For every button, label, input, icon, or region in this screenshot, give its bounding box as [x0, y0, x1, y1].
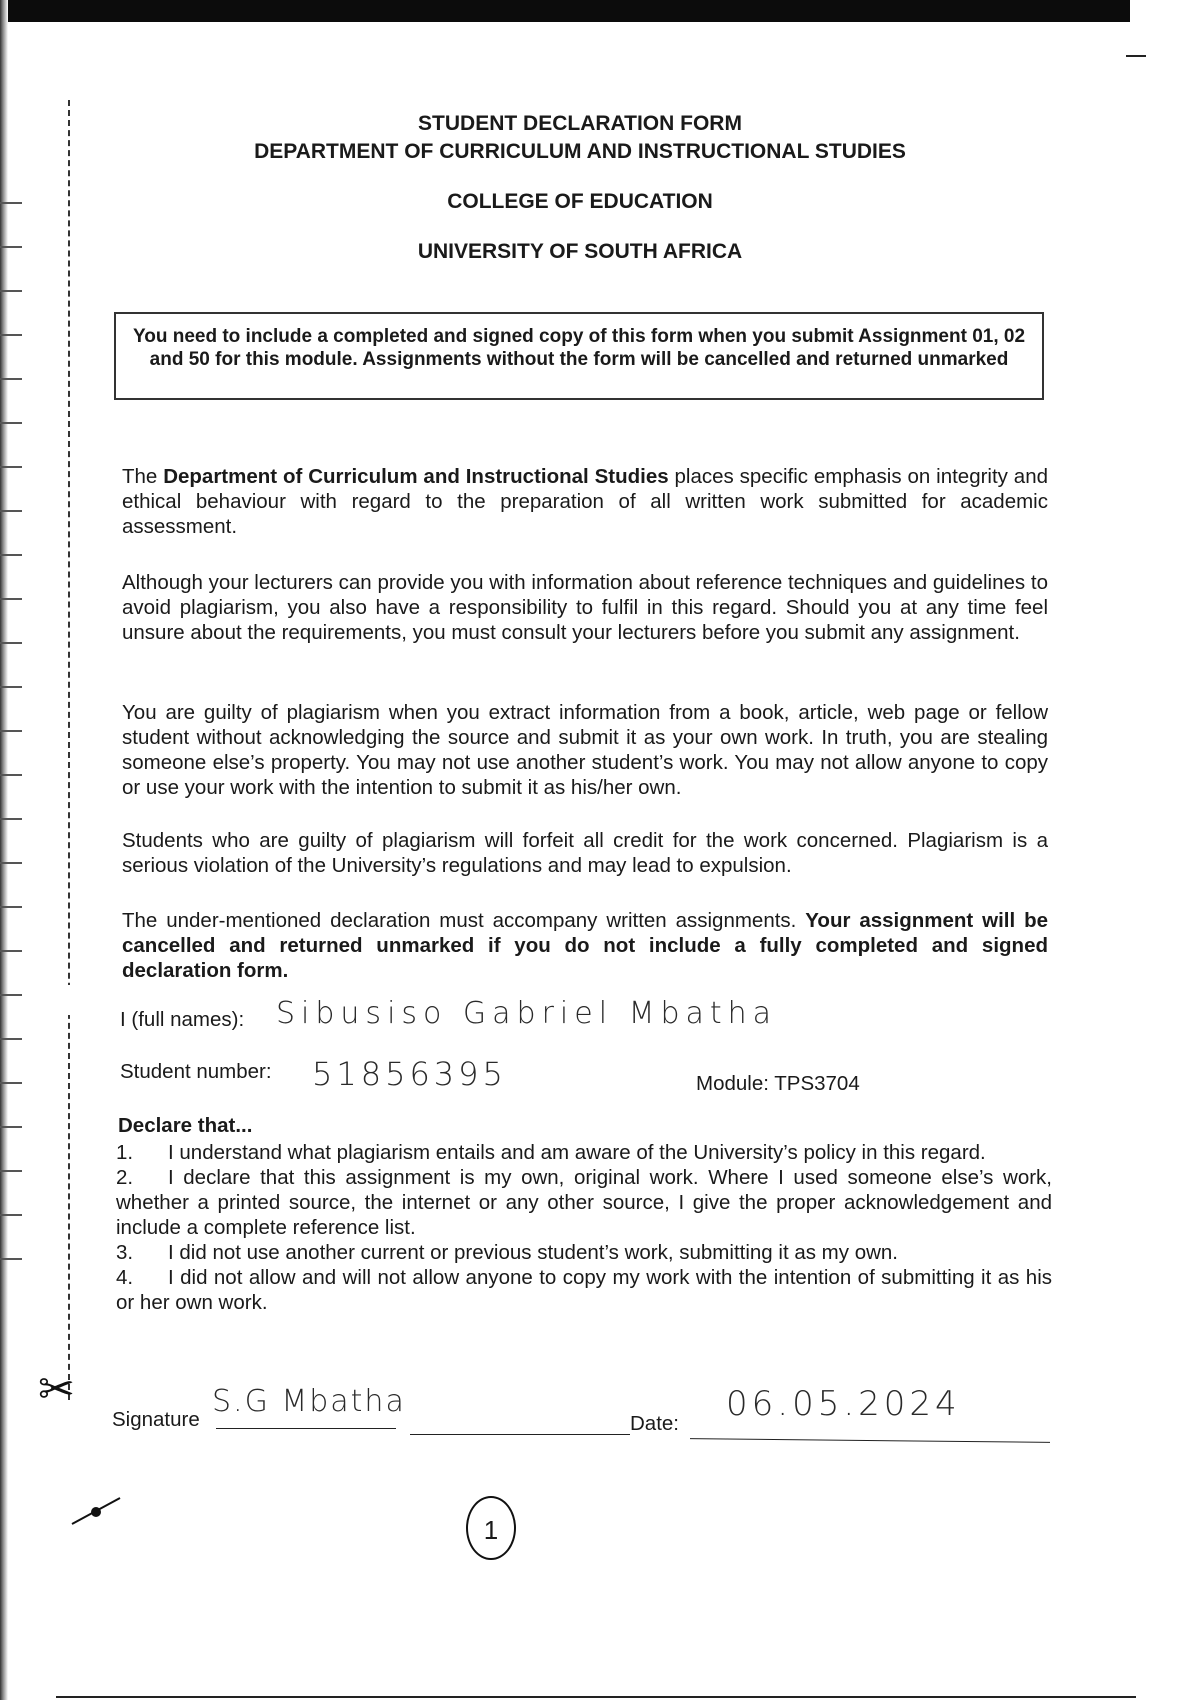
pen-mark-icon	[70, 1496, 122, 1526]
signature-field[interactable]: S.G Mbatha	[212, 1384, 406, 1419]
university-name: UNIVERSITY OF SOUTH AFRICA	[417, 240, 743, 263]
student-number-field[interactable]: 51856395	[312, 1055, 507, 1093]
notice-box: You need to include a completed and signed copy of this form when you submit Assignment 01, 02 and 50 for this module. Assignments without the form will be cancelled and returned unmarked	[114, 312, 1044, 400]
form-header	[230, 112, 930, 264]
date-line	[690, 1438, 1050, 1443]
declaration-item: 1. I understand what plagiarism entails and am aware of the University’s policy in this regard.	[116, 1141, 986, 1164]
declaration-item: 4. I did not allow and will not allow anyone to copy my work with the intention of submitting it as his or her own work.	[116, 1266, 1052, 1314]
paragraph-requirement: The under-mentioned declaration must accompany written assignments. Your assignment will be cancelled and returned unmarked if you do not include a fully completed and signed declaration form.	[122, 909, 1048, 982]
student-number-label: Student number:	[120, 1060, 272, 1083]
form-title: STUDENT DECLARATION FORM	[418, 112, 742, 135]
declaration-item: 3. I did not use another current or previous student’s work, submitting it as my own.	[116, 1241, 899, 1264]
college-name: COLLEGE OF EDUCATION	[447, 190, 713, 213]
declaration-list	[116, 1140, 1052, 1315]
cut-line	[68, 100, 70, 1400]
paragraph-consequences: Students who are guilty of plagiarism will forfeit all credit for the work concerned. Plagiarism is a serious violation of the University’s regulations and may lead to expulsion.	[122, 829, 1048, 877]
paragraph-integrity: The Department of Curriculum and Instructional Studies places specific emphasis on integrity and ethical behaviour with regard to the preparation of all written work submitted for academic assessment.	[122, 465, 1048, 538]
scan-mark	[1126, 55, 1146, 57]
scan-top-edge	[0, 0, 1130, 22]
signature-line	[410, 1434, 630, 1435]
module-label: Module: TPS3704	[696, 1072, 860, 1095]
department-name: DEPARTMENT OF CURRICULUM AND INSTRUCTIONAL STUDIES	[254, 140, 906, 163]
declaration-title: Declare that...	[118, 1114, 253, 1137]
scan-bottom-edge	[56, 1696, 1136, 1698]
scissors-icon: ✂	[38, 1364, 75, 1415]
margin-ticks	[0, 160, 22, 1260]
signature-line	[216, 1428, 396, 1429]
date-field[interactable]: 06.05.2024	[726, 1384, 961, 1424]
paragraph-responsibility: Although your lecturers can provide you with information about reference techniques and guidelines to avoid plagiarism, you also have a responsibility to fulfil in this regard. Should you at any time feel unsure about the requirements, you must consult your lecturers before you submit any assignment.	[122, 571, 1048, 644]
fullname-label: I (full names):	[120, 1008, 245, 1031]
date-label: Date:	[630, 1412, 679, 1435]
fullname-field[interactable]: Sibusiso Gabriel Mbatha	[276, 996, 778, 1031]
declaration-item: 2. I declare that this assignment is my own, original work. Where I used someone else’s work, whether a printed source, the internet or any other source, I give the proper acknowledgement and include a complete reference list.	[116, 1166, 1052, 1239]
paragraph-plagiarism-definition: You are guilty of plagiarism when you extract information from a book, article, web page or fellow student without acknowledging the source and submit it as your own work. In truth, you are stealing someone else’s property. You may not use another student’s work. You may not allow anyone to copy or use your work with the intention to submit it as his/her own.	[122, 701, 1048, 799]
signature-label: Signature	[112, 1408, 200, 1431]
page-number: 1	[466, 1496, 516, 1560]
